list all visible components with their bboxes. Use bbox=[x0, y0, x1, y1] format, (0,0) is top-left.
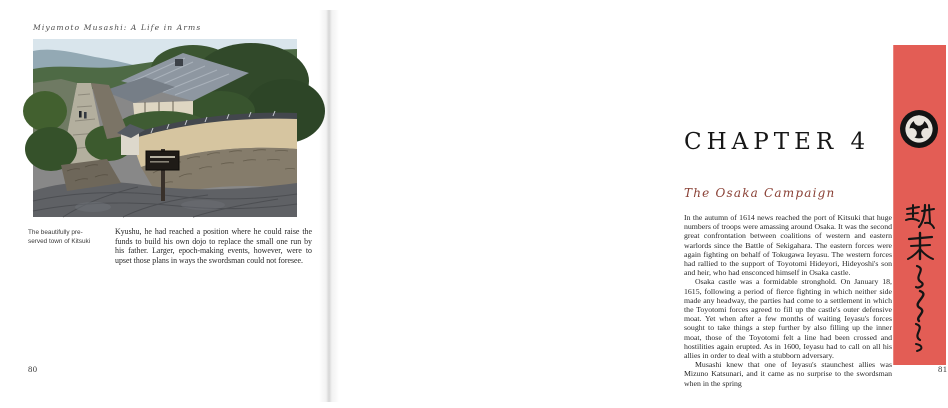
chapter-title: CHAPTER 4 bbox=[684, 129, 871, 155]
running-header: Miyamoto Musashi: A Life in Arms bbox=[33, 23, 202, 32]
mitsudomoe-crest-icon bbox=[899, 109, 939, 149]
paragraph: Osaka castle was a formidable stronghold. On January 18, 1615, following a period of fierce fighting in which neither side made any headway, the parties had come to a settlement in which the Toyotomi forces agreed to fill up the castle's outer defensive moat. Yet when after a few months of waiting Ieyasu's forces sought to take things a step further by also filling up the inner moat, those of the Toyotomi felt a line had been crossed and hostilities again erupted. As in 1600, Ieyasu had to call on all his allies in order to deal with a stubborn adversary. bbox=[684, 277, 892, 361]
photo-caption-line: served town of Kitsuki bbox=[28, 238, 91, 245]
photo-caption-line: The beautifully pre- bbox=[28, 229, 83, 236]
paragraph: Musashi knew that one of Ieyasu's staunchest allies was Mizuno Katsunari, and it came as no surprise to the swordsman when in the spring bbox=[684, 360, 892, 388]
page-number-left: 80 bbox=[28, 364, 38, 374]
right-body-text bbox=[684, 213, 892, 388]
section-title: The Osaka Campaign bbox=[684, 186, 836, 200]
photo-caption bbox=[28, 228, 113, 246]
paragraph: In the autumn of 1614 news reached the port of Kitsuki that huge numbers of troops were amassing around Osaka. It was the second great confrontation between coalitions of western and eastern warlords since the Battle of Sekigahara. The eastern forces were again fighting on behalf of Tokugawa Ieyasu. The western forces had rallied to the support of Toyotomi Hideyori, Hideyoshi's son and heir, who had ensconced himself in Osaka castle. bbox=[684, 213, 892, 278]
kitsuki-photo bbox=[33, 39, 297, 217]
page-left bbox=[0, 0, 328, 408]
page-right bbox=[328, 0, 948, 408]
left-body-text: Kyushu, he had reached a position where he could raise the funds to build his own dojo to replace the small one run by his father. Larger, epoch-making events, however, were to upset those plans in ways the swordsman could not foresee. bbox=[115, 227, 312, 265]
chapter-banner bbox=[893, 45, 946, 365]
page-number-right: 81 bbox=[938, 364, 948, 374]
japanese-calligraphy bbox=[903, 203, 937, 355]
